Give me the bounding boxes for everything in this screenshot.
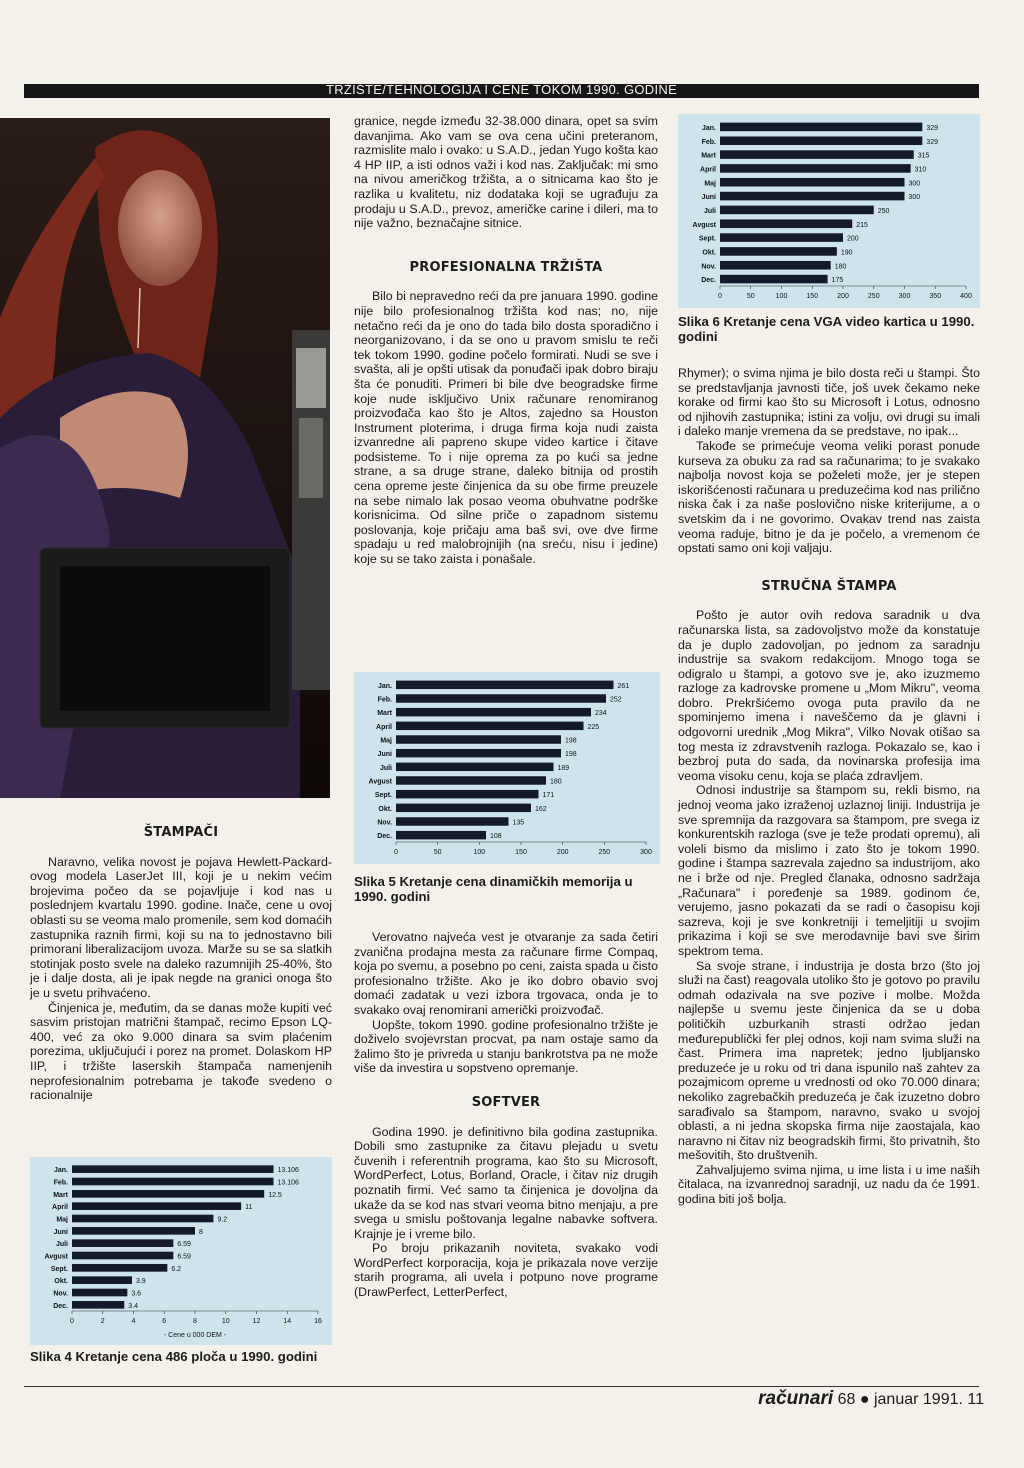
header-bar [24,84,979,98]
bar [720,247,837,256]
bar [720,164,911,173]
bar [396,749,561,757]
x-tick-label: 350 [929,293,942,300]
category-label: Avgust [692,221,716,229]
value-label: 11 [245,1204,253,1212]
value-label: 3.6 [131,1290,142,1298]
issue-date: januar 1991. [873,1391,963,1408]
caption-chart-5: Slika 5 Kretanje cena dinamičkih memorija u 1990. godini [354,874,633,904]
x-tick-label: 250 [867,293,880,300]
paragraph: Po broju prikazanih noviteta, svakako vodi WordPerfect korporacija, koja je prikazala nove verzije starih programa, ali uvela i potpuno nove programe (DrawPerfect, LetterPerfect, [354,1241,658,1300]
x-tick-label: 200 [837,293,849,300]
bar [72,1215,213,1223]
x-tick-label: 400 [960,293,972,300]
value-label: 234 [595,710,607,718]
caption-chart-4: Slika 4 Kretanje cena 486 ploča u 1990. godini [30,1349,318,1364]
paragraph: Činjenica je, međutim, da se danas može kupiti već sasvim pristojan matrični štampač, recimo Epson LQ-400, već za oko 9.000 dinara sa svim plaćenim porezima, uključujući i porez na promet. Dolaskom HP IIP, i tržište laserskih štampača namenjenih neprofesionalnim potrebama je takođe svedeno o racionalnije [30,1000,332,1103]
chart-dram-memory [354,672,660,864]
x-tick-label: 14 [283,1318,292,1325]
value-label: 190 [840,249,853,257]
paragraph: granice, negde između 32-38.000 dinara, opet sa svim davanjima. Ako vam se ova cena učini preteranom, razmislite malo i ovako: u S.A.D., jedan Yugo košta kao 4 HP IIP, a isti odnos važi i kod nas. Zaključak: mi smo na nivou američkog tržišta, a o sitnicama kao što je razlika u kvalitetu, niz dodataka koji se ugrađuju za prodaju u S.A.D., prevoz, američke carine i dileri, ma to nije važno, beznačajne sitnice. [354,114,658,231]
category-label: Juni [53,1228,68,1236]
bullet: ● [859,1391,870,1408]
bar [72,1289,127,1297]
bar [72,1276,132,1284]
bar [720,219,852,228]
x-tick-label: 10 [221,1318,230,1325]
value-label: 175 [831,277,844,285]
x-tick-label: 50 [746,293,755,300]
section-title: TRŽIŠTE/TEHNOLOGIJA I CENE TOKOM 1990. GODINE [325,82,678,97]
value-label: 300 [908,180,921,188]
category-label: Maj [704,180,716,188]
footer [758,1388,984,1410]
value-label: 6.59 [177,1241,191,1249]
category-label: Maj [56,1216,68,1224]
value-label: 310 [914,166,927,174]
column-compaq-software [354,930,658,1300]
bar [396,776,546,784]
x-tick-label: 0 [718,293,722,300]
photo-illustration [0,118,330,798]
category-label: Dec. [377,833,392,841]
value-label: 171 [542,792,555,800]
category-label: April [52,1204,68,1212]
paragraph: Pošto je autor ovih redova saradnik u dva računarska lista, sa zadovoljstvo može da konstatuje da je duplo zadovoljan, po jednom za saradnju industrije sa svakom redakcijom. Mnogo toga se odigralo u štampi, a gotovo sve je, ako izuzmemo razloge za kadrovske promene u „Mom Mikru", veoma dobro. Prekršićemo ovoga puta pravilo da ne spominjemo imena i naveščemo da je glavni i odgovorni urednik „Mog Mikra", Vilko Novak otišao sa tog mesta iz zdravstvenih razloga. Pokazalo se, kao i bezbroj puta do sada, da novinarska profesija ima veoma visoku cenu, koja se plaća zdravljem. [678,608,980,783]
category-label: Mart [53,1191,68,1199]
category-label: Maj [380,737,392,745]
category-label: Dec. [701,277,716,285]
x-tick-label: 250 [598,849,611,856]
value-label: 189 [557,764,570,772]
bar [396,681,614,689]
value-label: 329 [926,124,939,132]
issue-number: 68 [837,1391,856,1408]
bar [72,1202,241,1210]
paragraph: Verovatno najveća vest je otvaranje za sada četiri zvanična prodajna mesta za računare firme Compaq, koja po svemu, a posebno po ceni, zaista spada u čisto profesionalno tržište. Ako je iko dobro obavio svoj domaći zadatak u vezi izbora trgovaca, onda je to svakako ovaj renomirani američki proizvođač. [354,930,658,1017]
value-label: 198 [565,737,577,745]
value-label: 162 [535,805,547,813]
category-label: Nov. [53,1290,68,1298]
value-label: 3.9 [135,1278,146,1286]
chart-486-boards [30,1157,332,1345]
category-label: Sept. [50,1265,68,1273]
x-axis-label: - Cene u 000 DEM - [163,1332,227,1339]
x-tick-label: 0 [70,1318,74,1325]
x-tick-label: 6 [162,1318,167,1325]
x-tick-label: 150 [515,849,527,856]
category-label: Okt. [702,249,716,257]
bar [720,206,874,215]
value-label: 9.2 [217,1216,228,1224]
paragraph: Takođe se primećuje veoma veliki porast ponude kurseva za obuku za rad sa računarima; to je svakako najbolja novost koja se poželeti može, jer je stepen iskorišćenosti računara u preduzećima kod nas prilično niska čak i za naše poslovično niske kriterijume, a o svetskim da i ne govorimo. Ovakav trend nas zaista veoma raduje, bitno je da je počelo, a vremenom će opstati samo oni koji valjaju. [678,438,980,556]
category-label: Nov. [377,819,392,827]
bar [396,708,591,716]
value-label: 8 [199,1228,203,1236]
bar [396,831,486,839]
chart-dram-svg [354,672,660,864]
x-tick-label: 4 [131,1318,136,1325]
bar [72,1301,124,1309]
paragraph: Godina 1990. je definitivno bila godina zastupnika. Dobili smo zastupnike za čitavu plejadu u svetu čuvenih i referentnih programa, kao što su Microsoft, WordPerfect, Lotus, Borland, Oracle, i čitav niz drugih poznatih firmi. Već samo ta činjenica je dovoljna da ukaže da se kod nas stvari veoma bitno menjaju, a pre svega u smislu poštovanja legalne nabavke softvera. Krajnje je i vreme bilo. [354,1124,658,1241]
bar [72,1178,274,1186]
paragraph: Odnosi industrije sa štampom su, rekli bismo, na jednoj veoma jako izraženoj uzlaznoj liniji. Industrija je sve spremnija da razgovara sa štampom, pre svega iz konkurentskih razloga (sve je teže prodati opremu), ali voleli bismo da mislimo i zato što je tokom 1990. godine i štampa sazrevala zajedno sa industrijom, ako ne i brže od nje. Pregled članaka, odnosno sadržaja „Računara" i poređenje sa 1989. godinom će, verujemo, jasno pokazati da se radi o časopisu koji sazreva, koji je sve konkretniji i temeljitiji u svojim prikazima i koji se sve merodavnije bavi sve širim spektrom tema. [678,783,980,958]
bar [396,763,554,771]
bar [72,1252,173,1260]
category-label: April [376,723,392,731]
value-label: 225 [587,723,600,731]
category-label: Okt. [378,805,392,813]
heading-software: SOFTVER [471,1094,541,1110]
bar [396,790,539,798]
category-label: Juni [701,194,716,202]
category-label: Nov. [701,263,716,271]
value-label: 135 [512,819,525,827]
category-label: Avgust [368,778,392,786]
page-number: 11 [967,1391,984,1408]
category-label: Jan. [701,124,716,132]
category-label: Juli [55,1241,68,1249]
x-tick-label: 300 [640,849,652,856]
x-tick-label: 12 [252,1318,261,1325]
category-label: Jan. [377,682,392,690]
bar [720,136,922,145]
x-tick-label: 50 [433,849,442,856]
value-label: 198 [565,751,577,759]
value-label: 12.5 [268,1191,282,1199]
value-label: 180 [550,778,562,786]
value-label: 329 [926,138,939,146]
value-label: 300 [908,194,921,202]
paragraph: Rhymer); o svima njima je bilo dosta reči u štampi. Što se predstavljanja javnosti tiče, još uvek čekamo neke korake od firmi kao što su Microsoft i Lotus, odnosno od njihovih zastupnika; istini za volju, ovi drugi su imali i daleko manje vremena da se predstave, no ipak... [678,366,980,439]
value-label: 215 [856,221,868,229]
bar [396,722,584,730]
value-label: 13.106 [277,1179,299,1187]
heading-printers: ŠTAMPAČI [143,825,219,840]
column-press [678,366,980,1207]
heading-professional-markets: PROFESIONALNA TRŽIŠTA [409,259,603,275]
x-tick-label: 100 [775,293,788,300]
bar [720,123,922,132]
bar [720,178,905,187]
paragraph: Sa svoje strane, i industrija je dosta brzo (što joj služi na čast) reagovala utoliko što je gotovo po pravilu odmah odazivala na sve pozive i molbe. Možda najlepše u svemu jeste činjenica da se u doba političkih uzburkanih strasti održao jedan međurepublički fer plej odnos, koji nam svima služi na čast. Primera ima napretek; jedno ljubljansko preduzeće je u roku od tri dana ispunilo naš zahtev za pozajmicom opreme u vrednosti od oko 70.000 dinara; nekoliko zagrebačkih preduzeća je čak izuzetno dobro sarađivalo sa štampom, naravno, svako u svojoj oblasti, a ni jedna skopska firma nije zaostajala, kao naravno ni čitav niz beogradskih firmi, što privatnih, što mešovitih, što društvenih. [678,958,980,1163]
category-label: Juni [377,751,392,759]
bar [720,192,905,201]
paragraph: Bilo bi nepravedno reći da pre januara 1990. godine nije bilo profesionalnog tržišta kod nas; no, nije netačno reći da je ono do tada bilo dosta sporadično i neorganizovano, i da se ono u pravom smislu te reči tek tokom 1990. godine počelo formirati. Nudi se sve i svašta, ali je opšti utisak da ponuđači ipak dobro biraju šta će ponuditi. Primeri bi bile dve beogradske firme koje nude isključivo Unix računare renomiranog proizvođača kao što je Altos, zajedno sa Houston Instrument ploterima, i druga firma koja nudi zaista izvanredne ali papreno skupe video kartice i čitave podsisteme. To i nije oprema za po kući sa jedne strane, a sa druge strane, daleko bitnija od prostih cena opreme jeste činjenica da su obe firme preuzele na sebe nimalo lak posao veoma obuhvatne podrške korisnicima. Od silne priče o zapadnom sistemu poslovanja, koje pričaju ama baš svi, ove dve firme spadaju u red malobrojnijih (na sreću, nisu i jedine) koje su se tako zaista i ponašale. [354,289,658,567]
category-label: Feb. [53,1179,68,1187]
paragraph: Uopšte, tokom 1990. godine profesionalno tržište je doživelo svojevrstan procvat, pa nam ostaje samo da žalimo što je privreda u stanju bankrotstva pa ne može više da investira u sopstveno opremanje. [354,1017,658,1076]
bar [72,1227,195,1235]
bar [396,817,509,825]
bar [720,150,914,159]
bar [396,735,561,743]
category-label: Avgust [44,1253,68,1261]
bar [72,1165,274,1173]
category-label: Mart [377,710,392,718]
value-label: 13.106 [277,1167,299,1175]
paragraph: Naravno, velika novost je pojava Hewlett-Packard-ovog modela LaserJet III, koji je u nekim većim brojevima počeo da se pojavljuje i kod nas u poslednjem kvartalu 1990. godine. Inače, cene u ovoj oblasti su se veoma malo promenile, sem kod domaćih zastupnika raznih firmi, koji su na to jednostavno bili primorani liberalizacijom uvoza. Marže su se sa slatkih stotinjak posto svele na daleko razumnijih 25-40%, što je i dalje dosta, ali je ipak negde na granici onoga što je u svetu prihvaćeno. [30,854,332,1000]
x-tick-label: 2 [100,1318,105,1325]
value-label: 180 [834,263,847,271]
value-label: 250 [877,207,890,215]
category-label: Dec. [53,1302,68,1310]
heading-press: STRUČNA ŠTAMPA [761,578,897,594]
category-label: Okt. [54,1278,68,1286]
photo-woman-with-computer [0,118,330,798]
bar [72,1190,264,1198]
value-label: 6.59 [177,1253,191,1261]
chart-486-svg [30,1157,332,1345]
category-label: Juli [379,764,392,772]
category-label: Jan. [53,1167,68,1175]
category-label: Sept. [374,792,392,800]
bar [396,694,606,702]
category-label: Feb. [701,138,716,146]
category-label: Juli [703,207,716,215]
paragraph: Zahvaljujemo svima njima, u ime lista i u ime naših čitalaca, na izvanrednoj saradnji, uz nadu da će 1991. godina biti još bolja. [678,1162,980,1207]
bar [720,275,828,284]
footer-rule [24,1386,979,1387]
x-tick-label: 300 [898,293,911,300]
value-label: 108 [490,833,502,841]
value-label: 261 [617,682,630,690]
category-label: Mart [701,152,716,160]
x-tick-label: 0 [394,849,398,856]
x-tick-label: 150 [806,293,819,300]
bar [720,233,843,242]
column-printers [30,826,332,1103]
x-tick-label: 100 [473,849,486,856]
bar [720,261,831,270]
x-tick-label: 16 [314,1318,322,1325]
x-tick-label: 200 [556,849,569,856]
value-label: 315 [917,152,930,160]
category-label: Sept. [698,235,716,243]
bar [72,1239,173,1247]
chart-vga-cards [678,114,980,308]
bar [396,804,531,812]
caption-chart-6: Slika 6 Kretanje cena VGA video kartica u 1990. godini [678,314,975,344]
value-label: 6.2 [171,1265,182,1273]
bar [72,1264,167,1272]
value-label: 3.4 [128,1302,139,1310]
value-label: 200 [847,235,859,243]
chart-vga-svg [678,114,980,308]
value-label: 252 [610,696,622,704]
magazine-name: računari [758,1388,834,1409]
category-label: Feb. [377,696,392,704]
category-label: April [700,166,716,174]
x-tick-label: 8 [193,1318,197,1325]
column-professional [354,114,658,567]
